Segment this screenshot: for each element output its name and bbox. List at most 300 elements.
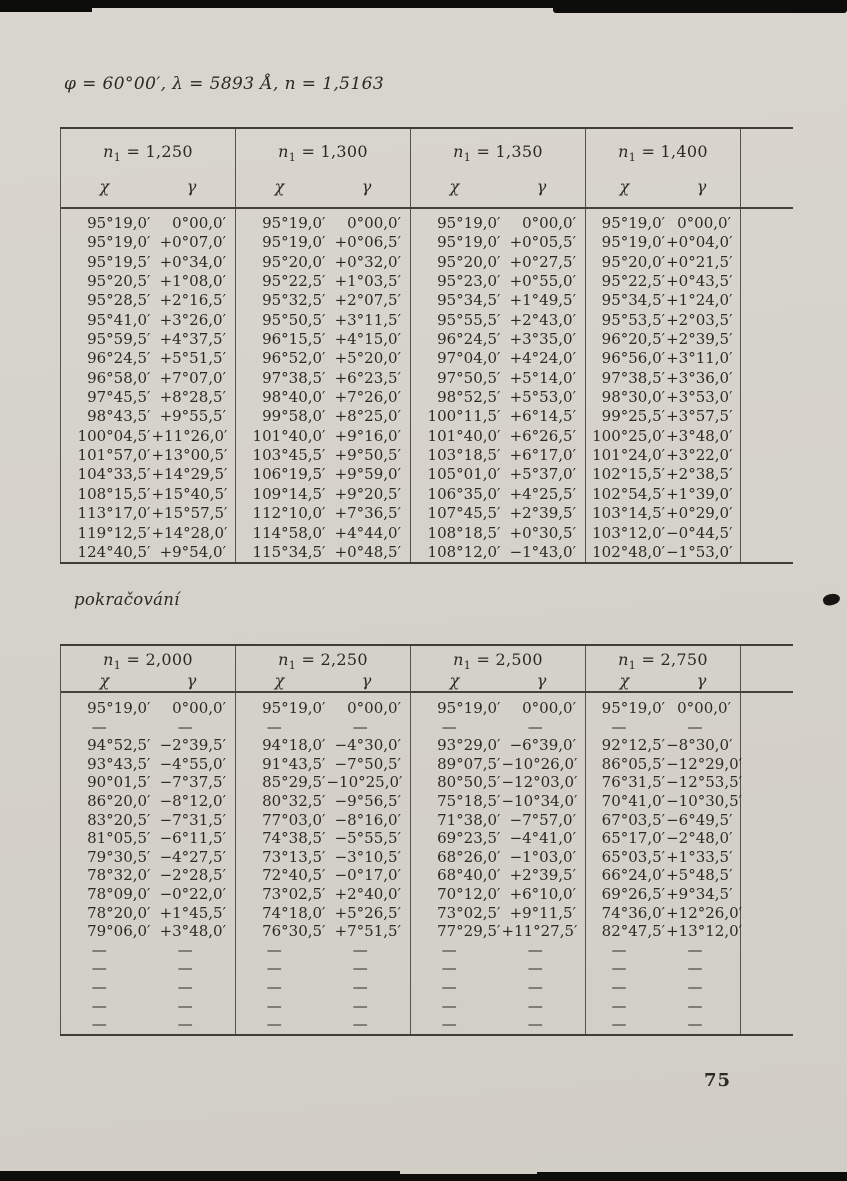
gamma-value: 0°00,0′ bbox=[522, 214, 576, 232]
chi-value: 69°23,5′ bbox=[437, 829, 501, 848]
table-row bbox=[236, 755, 410, 774]
chi-value: 102°48,0′ bbox=[592, 542, 666, 561]
table-row bbox=[61, 755, 235, 774]
chi-value: 95°20,0′ bbox=[262, 252, 326, 271]
gamma-value: −2°39,5′ bbox=[159, 736, 226, 755]
gamma-value: +8°28,5′ bbox=[159, 388, 226, 407]
gamma-value: +4°15,0′ bbox=[334, 330, 401, 349]
table-row bbox=[236, 465, 410, 484]
column-symbols bbox=[236, 671, 410, 690]
scan-edge-bottom-right bbox=[537, 1172, 847, 1181]
table-2-group3-header bbox=[411, 646, 586, 691]
table-row bbox=[411, 330, 585, 349]
table-row bbox=[411, 427, 585, 446]
gamma-value: +4°44,0′ bbox=[334, 523, 401, 542]
chi-value: 96°24,5′ bbox=[87, 349, 151, 368]
chi-value: 105°01,0′ bbox=[427, 465, 501, 484]
chi-value: 108°12,0′ bbox=[427, 542, 501, 561]
gamma-value: 0°00,0′ bbox=[522, 699, 576, 717]
gamma-value: +5°37,0′ bbox=[509, 465, 576, 484]
chi-value: — bbox=[611, 717, 627, 736]
chi-value: 79°30,5′ bbox=[87, 847, 151, 866]
gamma-value: +15°40,5′ bbox=[151, 484, 228, 503]
gamma-value: −10°30,5′ bbox=[666, 791, 743, 810]
table-row bbox=[586, 388, 740, 407]
chi-value: 102°15,5′ bbox=[592, 465, 666, 484]
gamma-value: −4°55,0′ bbox=[159, 754, 226, 773]
chi-value: 96°52,0′ bbox=[262, 349, 326, 368]
gamma-value: +9°16,0′ bbox=[334, 426, 401, 445]
chi-value: 95°23,0′ bbox=[437, 272, 501, 291]
chi-value: 74°38,5′ bbox=[262, 829, 326, 848]
table-row bbox=[61, 1015, 235, 1034]
table-row bbox=[411, 311, 585, 330]
table-row bbox=[586, 485, 740, 504]
chi-value: 100°11,5′ bbox=[427, 407, 501, 426]
gamma-value: +4°37,5′ bbox=[159, 330, 226, 349]
gamma-value: −3°10,5′ bbox=[334, 847, 401, 866]
table-row bbox=[586, 885, 740, 904]
chi-value: — bbox=[266, 1015, 282, 1034]
table-row bbox=[586, 718, 740, 737]
gamma-value: +5°51,5′ bbox=[159, 349, 226, 368]
chi-value: 73°13,5′ bbox=[262, 847, 326, 866]
table-row bbox=[411, 755, 585, 774]
gamma-value: — bbox=[687, 996, 703, 1015]
chi-value: 98°30,0′ bbox=[601, 388, 666, 407]
gamma-value: +0°43,5′ bbox=[666, 272, 733, 291]
chi-value: 71°38,0′ bbox=[437, 810, 501, 829]
chi-value: — bbox=[441, 996, 457, 1015]
gamma-value: +1°33,5′ bbox=[666, 847, 733, 866]
table-row bbox=[411, 941, 585, 960]
chi-value: 101°40,0′ bbox=[252, 426, 326, 445]
table-row bbox=[61, 699, 235, 718]
gamma-value: +1°08,0′ bbox=[159, 272, 226, 291]
table-row bbox=[61, 349, 235, 368]
table-2-group4-header bbox=[586, 646, 741, 691]
gamma-value: −8°16,0′ bbox=[334, 810, 401, 829]
gamma-value: −12°03,0′ bbox=[501, 773, 578, 792]
table-row bbox=[236, 922, 410, 941]
chi-value: 124°40,5′ bbox=[77, 542, 151, 561]
gamma-value: +5°14,0′ bbox=[509, 368, 576, 387]
table-2-group1-rows bbox=[61, 693, 236, 1034]
table-row bbox=[236, 997, 410, 1016]
gamma-value: — bbox=[352, 996, 368, 1015]
gamma-value: +14°28,0′ bbox=[151, 523, 228, 542]
chi-value: 100°25,0′ bbox=[592, 426, 666, 445]
gamma-value: +3°48,0′ bbox=[666, 426, 733, 445]
chi-value: — bbox=[91, 717, 107, 736]
chi-value: 108°18,5′ bbox=[427, 523, 501, 542]
table-row bbox=[411, 736, 585, 755]
table-row bbox=[236, 773, 410, 792]
table-1-group2-rows bbox=[236, 209, 411, 562]
table-row bbox=[236, 349, 410, 368]
gamma-value: 0°00,0′ bbox=[347, 699, 401, 717]
gamma-value: 0°00,0′ bbox=[677, 214, 731, 232]
gamma-value: +0°06,5′ bbox=[334, 233, 401, 252]
chi-value: 107°45,5′ bbox=[427, 504, 501, 523]
gamma-value: −6°49,5′ bbox=[666, 810, 733, 829]
table-row bbox=[61, 997, 235, 1016]
chi-value: 78°09,0′ bbox=[87, 884, 151, 903]
table-row bbox=[586, 848, 740, 867]
table-2-group1-header bbox=[61, 646, 236, 691]
table-row bbox=[236, 718, 410, 737]
table-row bbox=[411, 773, 585, 792]
gamma-value: −1°03,0′ bbox=[509, 847, 576, 866]
table-row bbox=[61, 885, 235, 904]
chi-column-header: χ bbox=[274, 177, 285, 197]
table-row bbox=[236, 407, 410, 426]
table-row bbox=[586, 736, 740, 755]
chi-value: 95°41,0′ bbox=[87, 310, 151, 329]
gamma-value: — bbox=[527, 977, 543, 996]
gamma-value: −4°41,0′ bbox=[509, 829, 576, 848]
table-2-header-row bbox=[61, 646, 793, 691]
gamma-value: +0°27,5′ bbox=[509, 252, 576, 271]
n1-label: $n_1 = 1,300$ bbox=[278, 142, 368, 165]
table-row bbox=[236, 291, 410, 310]
table-row bbox=[236, 272, 410, 291]
chi-value: — bbox=[441, 1015, 457, 1034]
chi-value: 96°15,5′ bbox=[262, 330, 326, 349]
table-row bbox=[236, 829, 410, 848]
chi-value: — bbox=[441, 940, 457, 959]
chi-value: 97°38,5′ bbox=[262, 368, 326, 387]
chi-value: 95°20,0′ bbox=[437, 252, 501, 271]
chi-value: 78°32,0′ bbox=[87, 866, 151, 885]
chi-column-header: χ bbox=[449, 671, 460, 691]
gamma-value: −9°56,5′ bbox=[334, 791, 401, 810]
chi-value: 101°40,0′ bbox=[427, 426, 501, 445]
gamma-value: −12°29,0′ bbox=[666, 754, 743, 773]
column-symbols bbox=[586, 671, 740, 690]
table-row bbox=[586, 291, 740, 310]
gamma-value: −10°34,0′ bbox=[501, 791, 578, 810]
gamma-value: +0°04,0′ bbox=[666, 233, 733, 252]
table-row bbox=[236, 978, 410, 997]
gamma-column-header: γ bbox=[361, 671, 372, 691]
table-row bbox=[411, 811, 585, 830]
table-row bbox=[236, 330, 410, 349]
table-row bbox=[236, 848, 410, 867]
gamma-value: +4°24,0′ bbox=[509, 349, 576, 368]
chi-value: 95°34,5′ bbox=[601, 291, 666, 310]
table-row bbox=[236, 311, 410, 330]
table-row bbox=[411, 848, 585, 867]
table-row bbox=[411, 866, 585, 885]
table-2-group3-rows bbox=[411, 693, 586, 1034]
gamma-value: +7°36,5′ bbox=[334, 504, 401, 523]
table-row bbox=[411, 699, 585, 718]
chi-value: 113°17,0′ bbox=[77, 504, 151, 523]
gamma-column-header: γ bbox=[696, 177, 707, 197]
table-row bbox=[236, 904, 410, 923]
chi-value: — bbox=[611, 996, 627, 1015]
gamma-value: −1°53,0′ bbox=[666, 542, 733, 561]
table-1-header-row bbox=[61, 129, 793, 207]
chi-value: 95°19,0′ bbox=[262, 699, 326, 717]
gamma-value: −4°27,5′ bbox=[159, 847, 226, 866]
gamma-value: 0°00,0′ bbox=[677, 699, 731, 717]
gamma-value: +12°26,0′ bbox=[666, 903, 743, 922]
table-row bbox=[411, 792, 585, 811]
chi-value: — bbox=[91, 1015, 107, 1034]
chi-column-header: χ bbox=[99, 177, 110, 197]
table-row bbox=[586, 311, 740, 330]
table-row bbox=[236, 543, 410, 562]
table-row bbox=[586, 829, 740, 848]
gamma-value: — bbox=[352, 717, 368, 736]
gamma-value: — bbox=[177, 977, 193, 996]
chi-value: 68°26,0′ bbox=[437, 847, 501, 866]
table-row bbox=[61, 866, 235, 885]
gamma-value: +9°55,5′ bbox=[159, 407, 226, 426]
chi-value: — bbox=[611, 977, 627, 996]
table-row bbox=[586, 524, 740, 543]
chi-value: 95°19,0′ bbox=[601, 699, 666, 717]
n1-label: $n_1 = 2,000$ bbox=[103, 650, 193, 673]
gamma-value: −4°30,0′ bbox=[334, 736, 401, 755]
table-row bbox=[236, 866, 410, 885]
table-row bbox=[586, 699, 740, 718]
chi-value: 68°40,0′ bbox=[437, 866, 501, 885]
gamma-value: −7°57,0′ bbox=[509, 810, 576, 829]
table-row bbox=[236, 699, 410, 718]
table-row bbox=[411, 524, 585, 543]
column-symbols bbox=[586, 177, 740, 196]
chi-value: 67°03,5′ bbox=[601, 810, 666, 829]
gamma-value: +2°39,5′ bbox=[666, 330, 733, 349]
table-row bbox=[61, 407, 235, 426]
table-row bbox=[586, 1015, 740, 1034]
gamma-value: +3°53,0′ bbox=[666, 388, 733, 407]
chi-value: — bbox=[266, 996, 282, 1015]
table-row bbox=[236, 1015, 410, 1034]
formula-header: φ = 60°00′, λ = 5893 Å, n = 1,5163 bbox=[64, 74, 385, 94]
table-row bbox=[236, 811, 410, 830]
refraction-table-2 bbox=[60, 644, 793, 1036]
table-row bbox=[586, 903, 743, 923]
column-symbols bbox=[61, 671, 235, 690]
chi-value: 97°38,5′ bbox=[601, 368, 666, 387]
chi-value: 95°19,0′ bbox=[262, 214, 326, 232]
table-2-group2-rows bbox=[236, 693, 411, 1034]
gamma-value: — bbox=[177, 959, 193, 978]
gamma-value: +2°03,5′ bbox=[666, 310, 733, 329]
table-row bbox=[61, 311, 235, 330]
chi-value: 106°19,5′ bbox=[252, 465, 326, 484]
chi-value: — bbox=[441, 717, 457, 736]
page-number: 75 bbox=[704, 1070, 732, 1091]
chi-value: 114°58,0′ bbox=[252, 523, 326, 542]
table-right-spacer bbox=[741, 209, 793, 562]
chi-value: 95°50,5′ bbox=[262, 310, 326, 329]
table-row bbox=[236, 524, 410, 543]
table-row bbox=[236, 736, 410, 755]
chi-value: 80°32,5′ bbox=[262, 791, 326, 810]
gamma-value: −0°44,5′ bbox=[666, 523, 733, 542]
table-row bbox=[61, 829, 235, 848]
table-row bbox=[411, 997, 585, 1016]
gamma-value: — bbox=[352, 940, 368, 959]
table-row bbox=[586, 754, 743, 774]
gamma-value: +6°26,5′ bbox=[509, 426, 576, 445]
gamma-value: +7°51,5′ bbox=[334, 922, 401, 941]
chi-value: — bbox=[91, 996, 107, 1015]
table-row bbox=[411, 922, 585, 941]
gamma-value: −6°11,5′ bbox=[159, 829, 226, 848]
table-row bbox=[61, 848, 235, 867]
table-row bbox=[61, 773, 235, 792]
table-row bbox=[236, 233, 410, 252]
table-row bbox=[586, 959, 740, 978]
n1-label: $n_1 = 1,400$ bbox=[618, 142, 708, 165]
table-right-spacer bbox=[741, 646, 793, 691]
continuation-label: pokračování bbox=[74, 590, 180, 609]
gamma-value: 0°00,0′ bbox=[172, 699, 226, 717]
gamma-value: +3°35,0′ bbox=[509, 330, 576, 349]
chi-value: 75°18,5′ bbox=[437, 791, 501, 810]
table-row bbox=[411, 214, 585, 233]
gamma-value: 0°00,0′ bbox=[347, 214, 401, 232]
chi-column-header: χ bbox=[619, 177, 630, 197]
chi-value: 79°06,0′ bbox=[87, 922, 151, 941]
table-row bbox=[411, 485, 585, 504]
table-row bbox=[236, 446, 410, 465]
table-2-group4-rows bbox=[586, 693, 741, 1034]
table-row bbox=[586, 941, 740, 960]
table-row bbox=[61, 214, 235, 233]
chi-value: — bbox=[91, 940, 107, 959]
table-row bbox=[586, 465, 740, 484]
chi-column-header: χ bbox=[274, 671, 285, 691]
table-row bbox=[411, 407, 585, 426]
gamma-value: — bbox=[687, 959, 703, 978]
gamma-value: −0°22,0′ bbox=[159, 884, 226, 903]
chi-value: 77°29,5′ bbox=[437, 922, 501, 941]
table-row bbox=[236, 792, 410, 811]
gamma-value: +2°39,5′ bbox=[509, 504, 576, 523]
gamma-value: +7°07,0′ bbox=[159, 368, 226, 387]
chi-value: 99°58,0′ bbox=[262, 407, 326, 426]
chi-value: 112°10,0′ bbox=[252, 504, 326, 523]
table-1-group3-header bbox=[411, 129, 586, 207]
gamma-value: +0°48,5′ bbox=[334, 542, 401, 561]
chi-value: 94°52,5′ bbox=[87, 736, 151, 755]
gamma-value: +5°20,0′ bbox=[334, 349, 401, 368]
gamma-value: +2°39,5′ bbox=[509, 866, 576, 885]
column-symbols bbox=[61, 177, 235, 196]
gamma-value: +0°07,0′ bbox=[159, 233, 226, 252]
table-row bbox=[236, 504, 410, 523]
table-row bbox=[586, 543, 740, 562]
gamma-value: +14°29,5′ bbox=[151, 465, 228, 484]
chi-value: 109°14,5′ bbox=[252, 484, 326, 503]
chi-value: 69°26,5′ bbox=[601, 884, 666, 903]
table-row bbox=[411, 543, 585, 562]
table-row bbox=[586, 866, 740, 885]
chi-value: 95°22,5′ bbox=[601, 272, 666, 291]
gamma-value: +3°11,5′ bbox=[334, 310, 401, 329]
chi-value: 73°02,5′ bbox=[262, 884, 326, 903]
gamma-value: −7°37,5′ bbox=[159, 773, 226, 792]
scan-edge-top-left bbox=[0, 0, 92, 12]
table-1-group1-rows bbox=[61, 209, 236, 562]
gamma-value: — bbox=[177, 996, 193, 1015]
gamma-value: +3°22,0′ bbox=[666, 446, 733, 465]
table-right-spacer bbox=[741, 693, 793, 1034]
gamma-value: −10°25,0′ bbox=[326, 773, 403, 792]
chi-value: 95°19,0′ bbox=[262, 233, 326, 252]
table-row bbox=[411, 504, 585, 523]
chi-value: — bbox=[266, 977, 282, 996]
chi-value: 101°57,0′ bbox=[77, 446, 151, 465]
chi-column-header: χ bbox=[99, 671, 110, 691]
gamma-value: +2°07,5′ bbox=[334, 291, 401, 310]
table-1-group4-rows bbox=[586, 209, 741, 562]
table-row bbox=[411, 885, 585, 904]
gamma-value: +0°32,0′ bbox=[334, 252, 401, 271]
gamma-value: +1°49,5′ bbox=[509, 291, 576, 310]
table-row bbox=[61, 718, 235, 737]
gamma-value: −5°55,5′ bbox=[334, 829, 401, 848]
chi-value: 76°31,5′ bbox=[601, 773, 666, 792]
table-row bbox=[411, 272, 585, 291]
chi-value: 108°15,5′ bbox=[77, 484, 151, 503]
n1-label: $n_1 = 2,500$ bbox=[453, 650, 543, 673]
table-row bbox=[61, 736, 235, 755]
chi-value: — bbox=[441, 959, 457, 978]
chi-value: 104°33,5′ bbox=[77, 465, 151, 484]
n1-label: $n_1 = 2,250$ bbox=[278, 650, 368, 673]
chi-value: 106°35,0′ bbox=[427, 484, 501, 503]
table-row bbox=[61, 369, 235, 388]
chi-value: 96°56,0′ bbox=[601, 349, 666, 368]
chi-value: 93°29,0′ bbox=[437, 736, 501, 755]
gamma-value: +9°20,5′ bbox=[334, 484, 401, 503]
gamma-value: +0°34,0′ bbox=[159, 252, 226, 271]
table-row bbox=[411, 369, 585, 388]
gamma-value: −6°39,0′ bbox=[509, 736, 576, 755]
chi-value: 95°32,5′ bbox=[262, 291, 326, 310]
table-2-body bbox=[61, 693, 793, 1034]
chi-value: 95°34,5′ bbox=[437, 291, 501, 310]
gamma-value: — bbox=[527, 996, 543, 1015]
table-row bbox=[236, 959, 410, 978]
gamma-value: +9°11,5′ bbox=[509, 903, 576, 922]
chi-value: 102°54,5′ bbox=[592, 484, 666, 503]
refraction-table-1 bbox=[60, 127, 793, 564]
chi-value: 115°34,5′ bbox=[252, 542, 326, 561]
table-row bbox=[61, 291, 235, 310]
table-row bbox=[586, 504, 740, 523]
table-row bbox=[586, 330, 740, 349]
chi-value: 72°40,5′ bbox=[262, 866, 326, 885]
table-row bbox=[61, 524, 235, 543]
chi-value: — bbox=[266, 959, 282, 978]
gamma-value: −7°31,5′ bbox=[159, 810, 226, 829]
table-row bbox=[61, 811, 235, 830]
table-1-group4-header bbox=[586, 129, 741, 207]
chi-value: 95°59,5′ bbox=[87, 330, 151, 349]
table-row bbox=[411, 718, 585, 737]
gamma-value: +9°34,5′ bbox=[666, 884, 733, 903]
chi-value: 98°40,0′ bbox=[262, 388, 326, 407]
